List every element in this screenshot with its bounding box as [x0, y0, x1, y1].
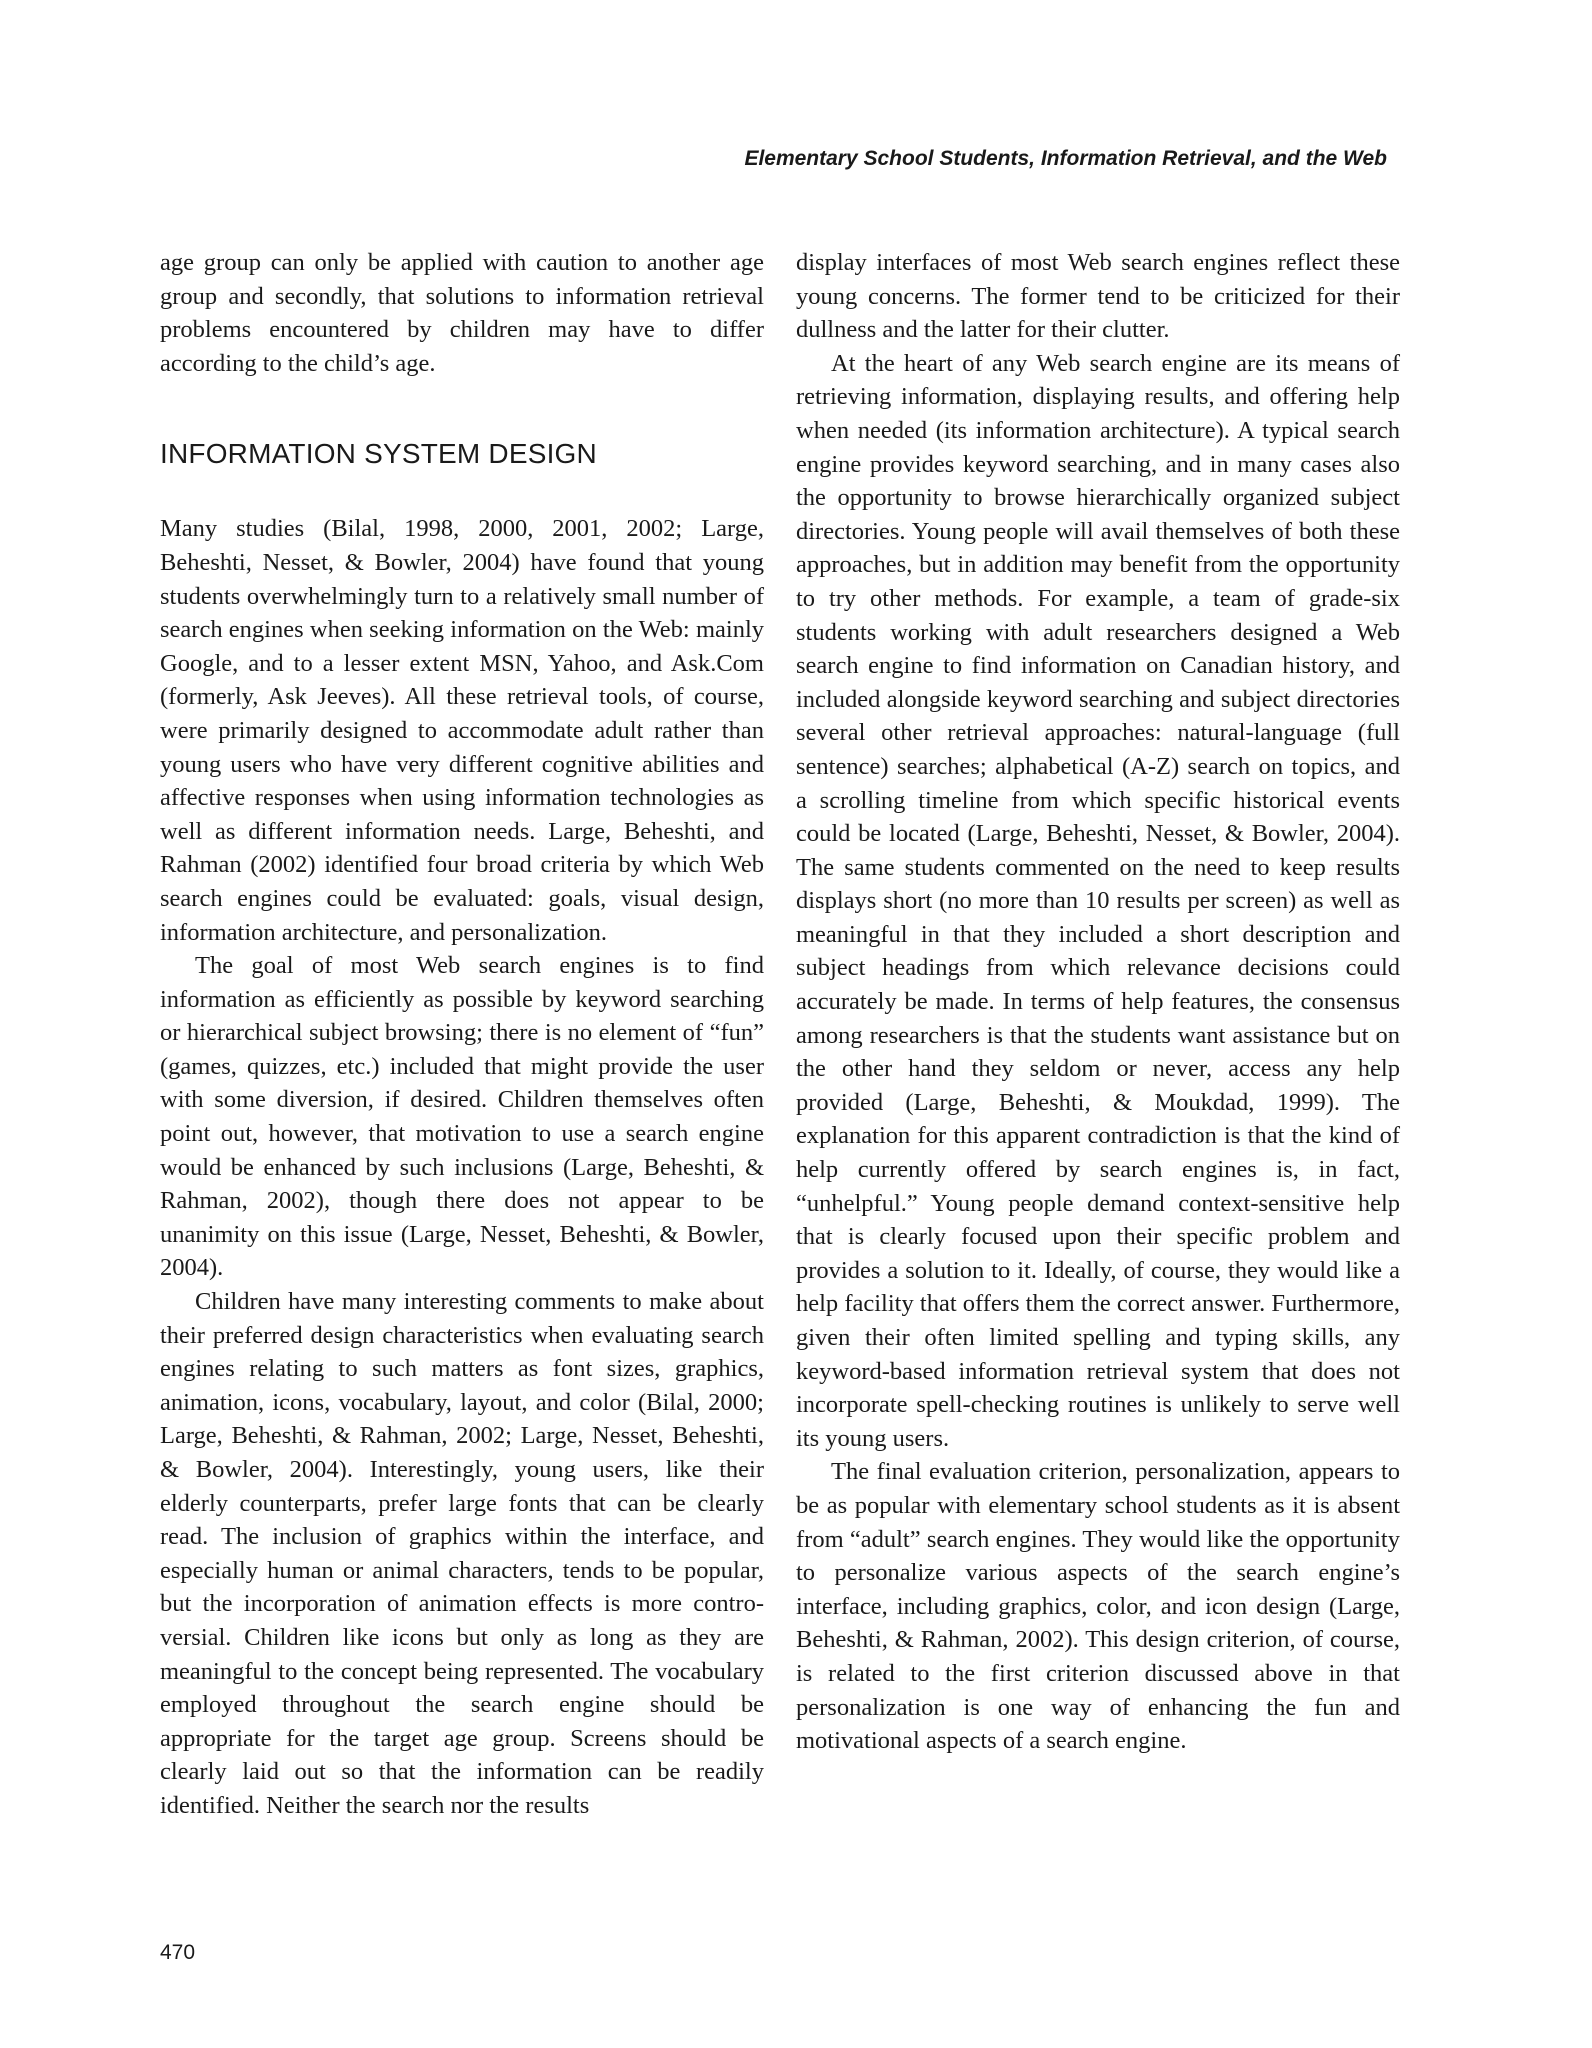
- body-paragraph: At the heart of any Web search engine are its means of retrieving information, displaying results, and offering help when needed (its information architecture). A typical search engine provides keyword searching, and in many cases also the opportunity to browse hierarchically organized subject directories. Young people will avail themselves of both these approaches, but in addition may benefit from the opportunity to try other methods. For example, a team of grade-six students working with adult researchers designed a Web search engine to find information on Canadian history, and included alongside keyword searching and subject directories several other retrieval approaches: natural-language (full sentence) searches; alphabetical (A-Z) search on topics, and a scrolling timeline from which specific historical events could be located (Large, Beheshti, Nesset, & Bowler, 2004). The same students commented on the need to keep results displays short (no more than 10 results per screen) as well as meaningful in that they included a short description and subject headings from which relevance decisions could accurately be made. In terms of help features, the consensus among researchers is that the students want assistance but on the other hand they seldom or never, access any help provided (Large, Beheshti, & Moukdad, 1999). The explanation for this apparent contradiction is that the kind of help currently offered by search engines is, in fact, “unhelpful.” Young people demand context-sensitive help that is clearly focused upon their specific problem and provides a solution to it. Ideally, of course, they would like a help facility that offers them the correct answer. Furthermore, given their often limited spelling and typing skills, any keyword-based information retrieval system that does not incorporate spell-checking routines is unlikely to serve well its young users.: [796, 349, 1400, 1452]
- continued-paragraph: age group can only be applied with caution to another age group and secondly, that solutions to information retrieval problems encountered by children may have to differ according to the child’s age.: [160, 249, 764, 377]
- page-number: 470: [160, 1941, 196, 1964]
- body-paragraph: The goal of most Web search engines is to find information as efficiently as possible by keyword searching or hierarchical subject browsing; there is no element of “fun” (games, quizzes, etc.) included that might provide the user with some diversion, if desired. Children themselves often point out, however, that motivation to use a search engine would be enhanced by such inclusions (Large, Beheshti, & Rahman, 2002), though there does not appear to be unanimity on this issue (Large, Nesset, Beheshti, & Bowler, 2004).: [160, 952, 764, 1282]
- right-column: [796, 246, 1400, 1758]
- running-head: Elementary School Students, Information Retrieval, and the Web: [744, 147, 1387, 170]
- body-paragraph: The final evaluation criterion, personalization, appears to be as popular with elementary school students as it is absent from “adult” search engines. They would like the opportunity to personalize various aspects of the search engine’s interface, including graphics, color, and icon design (Large, Beheshti, & Rahman, 2002). This design criterion, of course, is related to the first criterion discussed above in that personalization is one way of enhancing the fun and motivational aspects of a search engine.: [796, 1458, 1400, 1755]
- continued-paragraph: display interfaces of most Web search engines reflect these young concerns. The former tend to be criticized for their dullness and the latter for their clutter.: [796, 249, 1400, 344]
- body-paragraph: Many studies (Bilal, 1998, 2000, 2001, 2002; Large, Beheshti, Nesset, & Bowler, 2004) have found that young students overwhelmingly turn to a relatively small number of search engines when seeking information on the Web: mainly Google, and to a lesser extent MSN, Yahoo, and Ask.Com (formerly, Ask Jeeves). All these retrieval tools, of course, were primarily designed to accommodate adult rather than young users who have very different cognitive abilities and affective responses when using information technologies as well as different information needs. Large, Beheshti, and Rahman (2002) identified four broad criteria by which Web search engines could be evaluated: goals, visual design, information architecture, and personalization.: [160, 515, 764, 946]
- left-column: [160, 246, 764, 1823]
- body-paragraph: Children have many interesting comments to make about their preferred design characteristics when evaluating search engines relating to such matters as font sizes, graphics, animation, icons, vocabulary, layout, and color (Bilal, 2000; Large, Beheshti, & Rahman, 2002; Large, Nesset, Beheshti, & Bowler, 2004). Interestingly, young users, like their elderly counterparts, prefer large fonts that can be clearly read. The inclusion of graphics within the interface, and especially human or animal characters, tends to be popular, but the incorporation of animation effects is more controversial. Children like icons but only as long as they are meaningful to the concept being represented. The vocabulary employed throughout the search engine should be appropriate for the target age group. Screens should be clearly laid out so that the information can be readily identified. Neither the search nor the results: [160, 1288, 764, 1819]
- section-heading: INFORMATION SYSTEM DESIGN: [160, 438, 597, 470]
